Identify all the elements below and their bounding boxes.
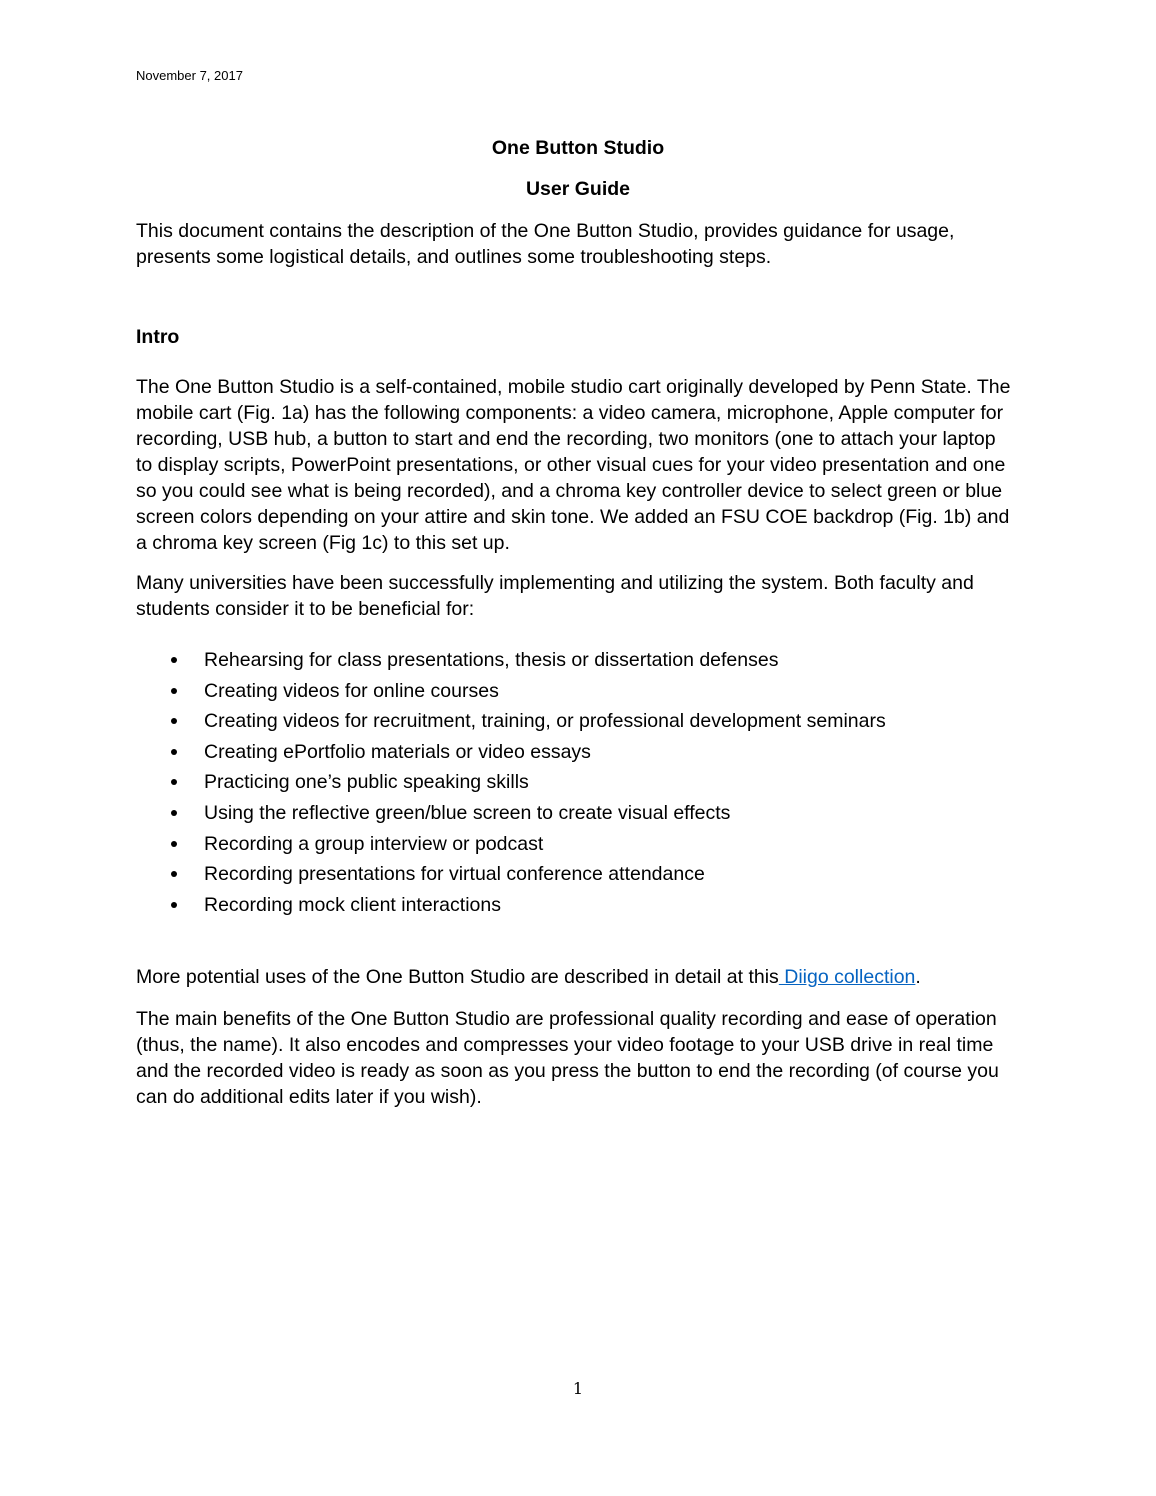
- list-item-text: Creating ePortfolio materials or video essays: [204, 740, 591, 763]
- bullet-icon: [171, 779, 177, 785]
- list-item: [136, 890, 1016, 921]
- benefits-list: [136, 645, 1016, 920]
- list-item-text: Rehearsing for class presentations, thesis or dissertation defenses: [204, 649, 779, 671]
- list-item-text: Creating videos for online courses: [204, 679, 499, 702]
- list-item: [136, 706, 1016, 737]
- list-item: [136, 798, 1016, 829]
- bullet-icon: [171, 749, 177, 755]
- list-item: [136, 676, 1016, 707]
- paragraph-more-uses: [136, 964, 1016, 990]
- intro-paragraph: This document contains the description of the One Button Studio, provides guidance for usage, presents some logistical details, and outlines some troubleshooting steps.: [136, 220, 955, 268]
- paragraph-more-uses-period: .: [915, 966, 921, 988]
- list-item-text: Creating videos for recruitment, training, or professional development seminars: [204, 710, 886, 733]
- list-item: [136, 737, 1016, 768]
- document-date: November 7, 2017: [136, 68, 243, 83]
- list-item: [136, 829, 1016, 860]
- document-title: One Button Studio: [491, 137, 665, 159]
- paragraph-description: The One Button Studio is a self-contained, mobile studio cart originally developed by Penn State. The mobile cart (Fig. 1a) has the following components: a video camera, microphone, Apple computer for recording, USB hub, a button to start and end the recording, two monitors (one to attach your laptop to display scripts, PowerPoint presentations, or other visual cues for your video presentation and one so you could see what is being recorded), and a chroma key controller device to select green or blue screen colors depending on your attire and skin tone. We added an FSU COE backdrop (Fig. 1b) and a chroma key screen (Fig 1c) to this set up.: [136, 376, 1011, 554]
- bullet-icon: [171, 810, 177, 816]
- list-item-text: Recording presentations for virtual conference attendance: [204, 863, 705, 886]
- bullet-icon: [171, 871, 177, 877]
- paragraph-more-uses-text: More potential uses of the One Button Studio are described in detail at this: [136, 966, 779, 988]
- document-subtitle: User Guide: [525, 178, 631, 200]
- page-number: 1: [572, 1379, 584, 1398]
- list-item-text: Recording mock client interactions: [204, 893, 501, 916]
- paragraph-universities: Many universities have been successfully implementing and utilizing the system. Both faculty and students consider it to be beneficial for:: [136, 572, 974, 620]
- list-item: [136, 645, 1016, 676]
- bullet-icon: [171, 718, 177, 724]
- list-item-text: Using the reflective green/blue screen to create visual effects: [204, 801, 731, 824]
- bullet-icon: [171, 657, 177, 663]
- list-item: [136, 859, 1016, 890]
- bullet-icon: [171, 841, 177, 847]
- paragraph-main-benefits: The main benefits of the One Button Studio are professional quality recording and ease of operation (thus, the name). It also encodes and compresses your video footage to your USB drive in real time and the recorded video is ready as soon as you press the button to end the recording (of course you can do additional edits later if you wish).: [136, 1008, 999, 1108]
- diigo-collection-link[interactable]: Diigo collection: [778, 966, 916, 988]
- list-item-text: Recording a group interview or podcast: [204, 832, 544, 855]
- bullet-icon: [171, 688, 177, 694]
- list-item: [136, 767, 1016, 798]
- bullet-icon: [171, 902, 177, 908]
- section-heading-intro: Intro: [136, 326, 180, 348]
- list-item-text: Practicing one’s public speaking skills: [204, 771, 529, 794]
